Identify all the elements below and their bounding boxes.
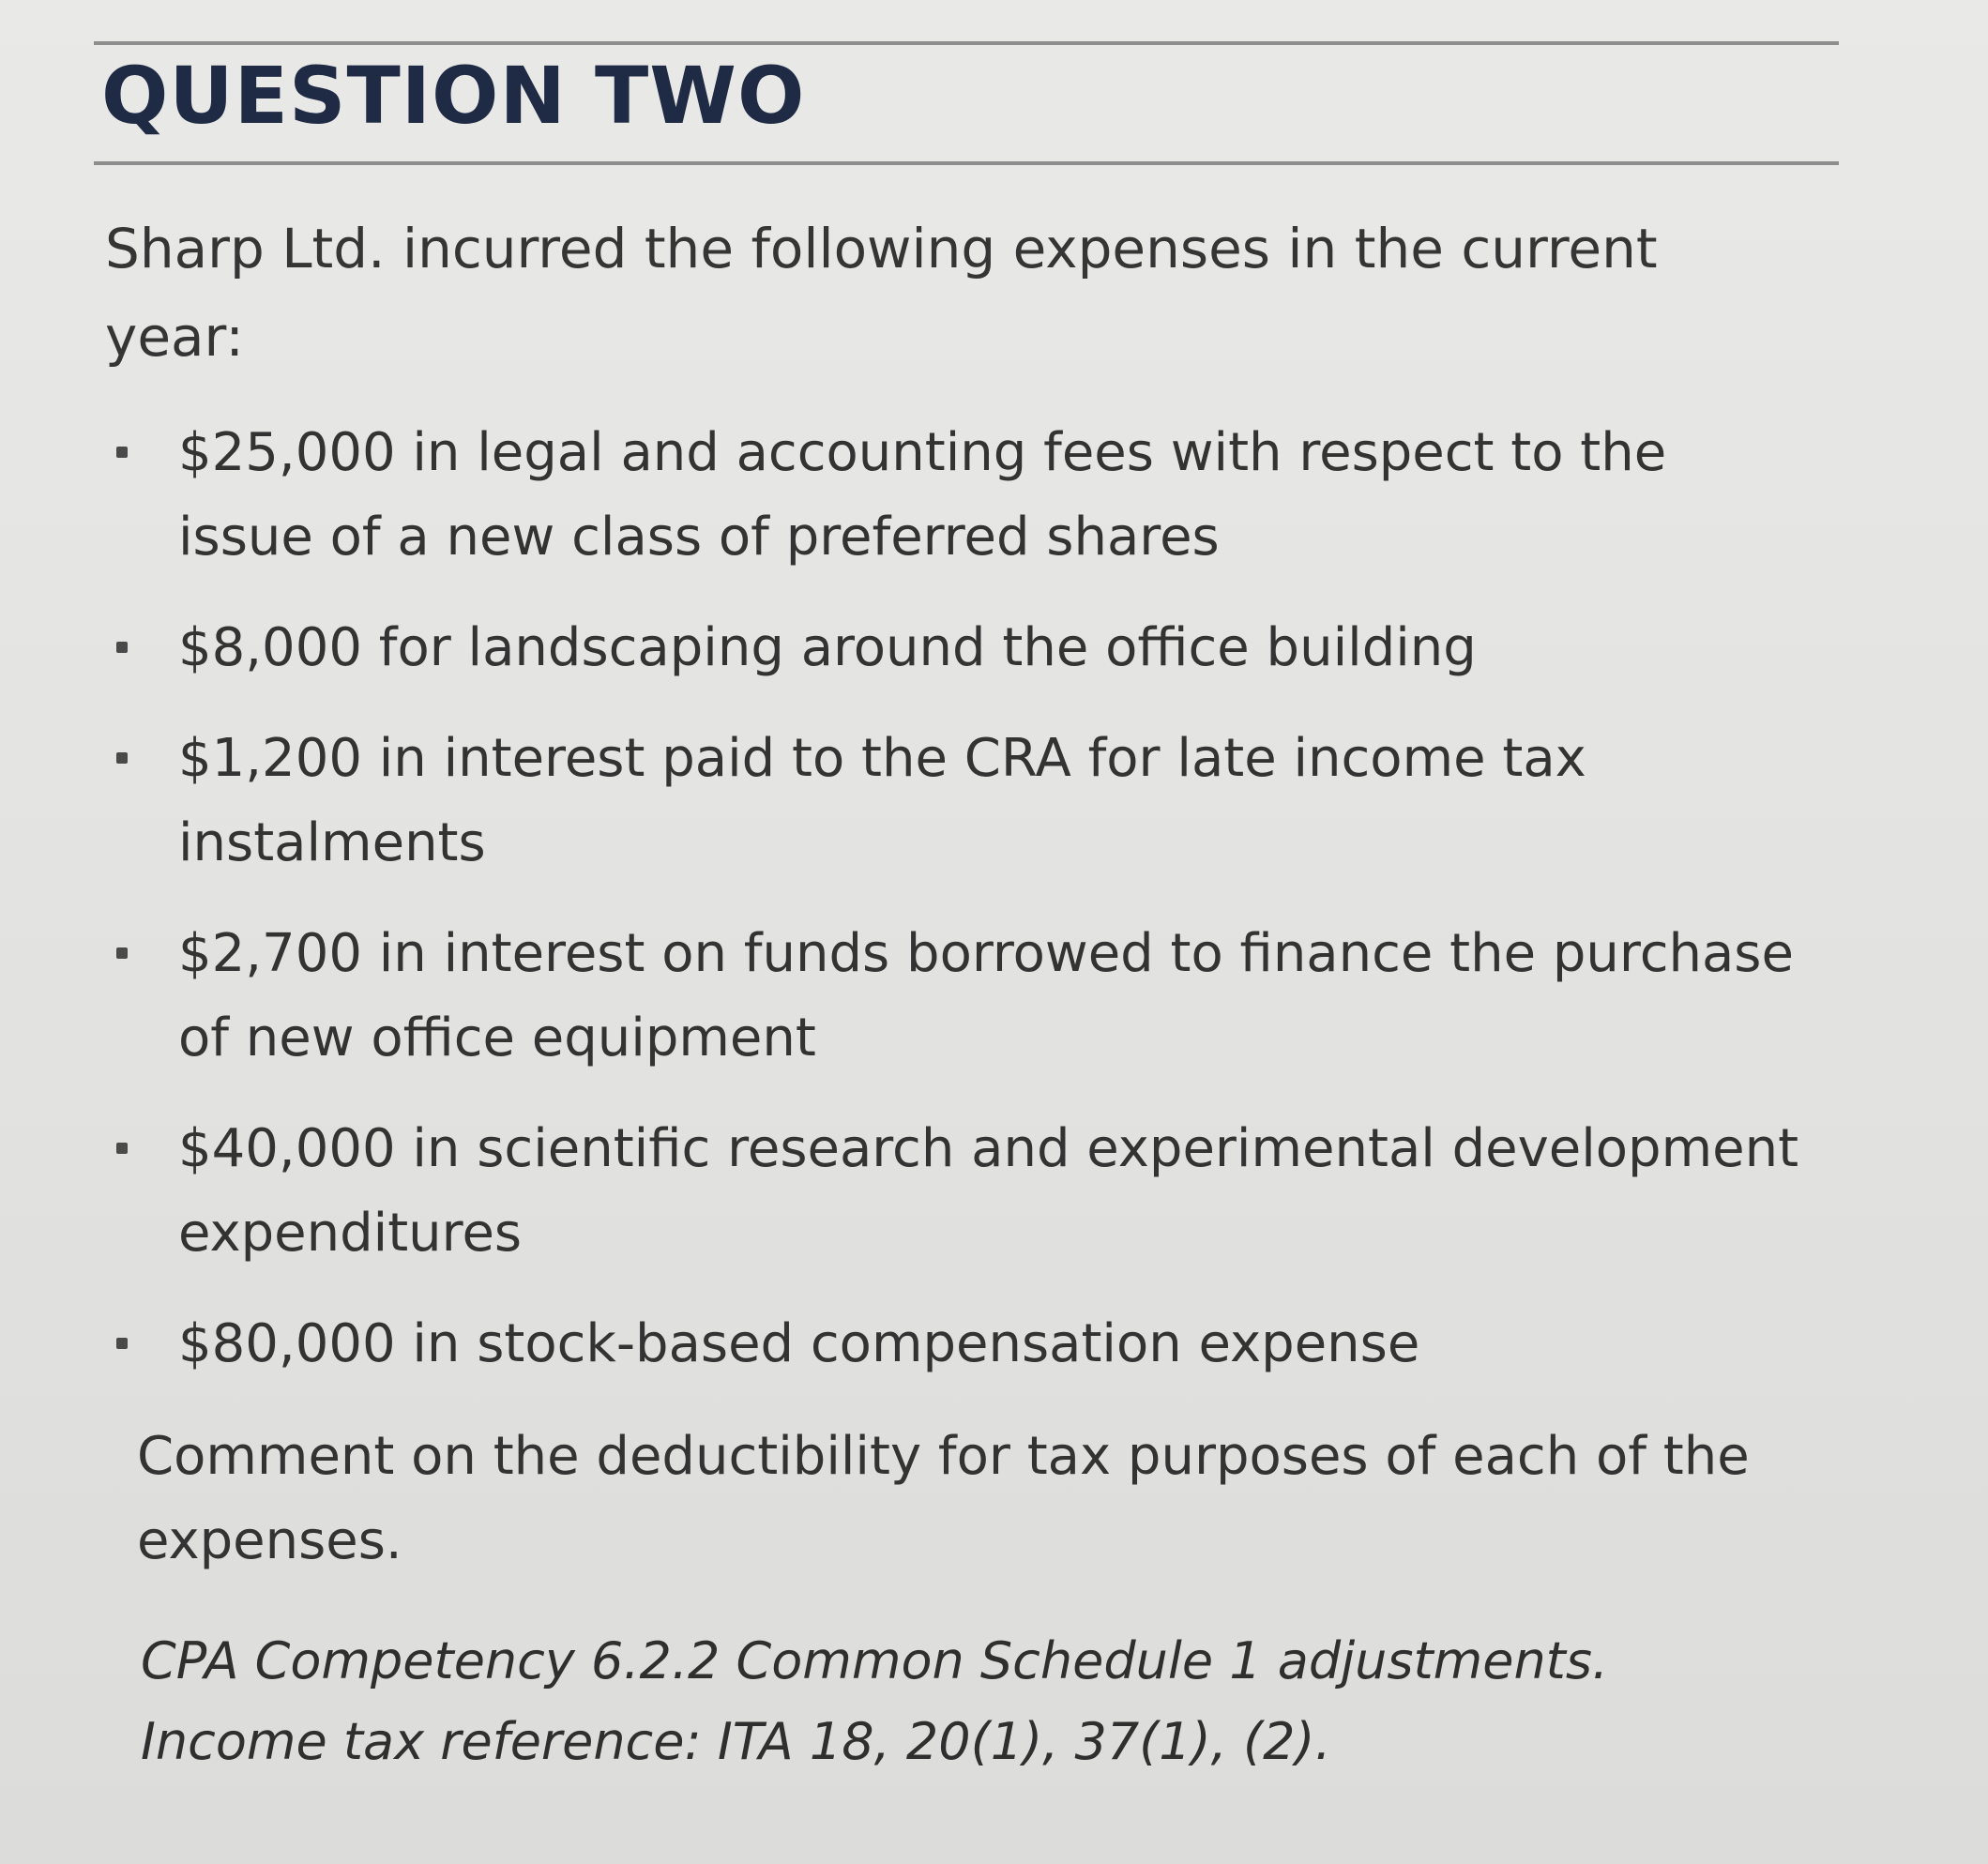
bullet-icon [116,752,128,764]
bullet-icon [116,642,128,653]
expense-text: $8,000 for landscaping around the office building [178,617,1477,678]
top-divider [94,41,1839,45]
bullet-icon [116,947,128,959]
expense-item-legal-fees [111,411,1799,580]
expense-text: $40,000 in scientific research and experimental development expenditures [178,1118,1799,1264]
competency-reference: CPA Competency 6.2.2 Common Schedule 1 adjustments. Income tax reference: ITA 18, 20(1), 37(1), (2). [141,1631,1609,1771]
expense-list [111,411,1799,1413]
question-heading: QUESTION TWO [101,50,806,142]
expense-item-borrowed-funds-interest [111,912,1799,1081]
expense-text: $2,700 in interest on funds borrowed to finance the purchase of new office equipment [178,923,1794,1068]
heading-divider [94,161,1839,165]
expense-item-landscaping [111,606,1799,690]
expense-text: $1,200 in interest paid to the CRA for late income tax instalments [178,728,1586,873]
bullet-icon [116,1143,128,1154]
expense-item-cra-interest [111,717,1799,886]
bullet-icon [116,1338,128,1349]
expense-text: $80,000 in stock-based compensation expense [178,1313,1420,1374]
question-instruction: Comment on the deductibility for tax purposes of each of the expenses. [137,1426,1750,1571]
expense-item-stock-compensation [111,1302,1799,1387]
expense-item-sred [111,1107,1799,1276]
bullet-icon [116,447,128,458]
expense-text: $25,000 in legal and accounting fees with respect to the issue of a new class of preferred shares [178,422,1667,568]
question-intro: Sharp Ltd. incurred the following expenses in the current year: [105,217,1658,369]
